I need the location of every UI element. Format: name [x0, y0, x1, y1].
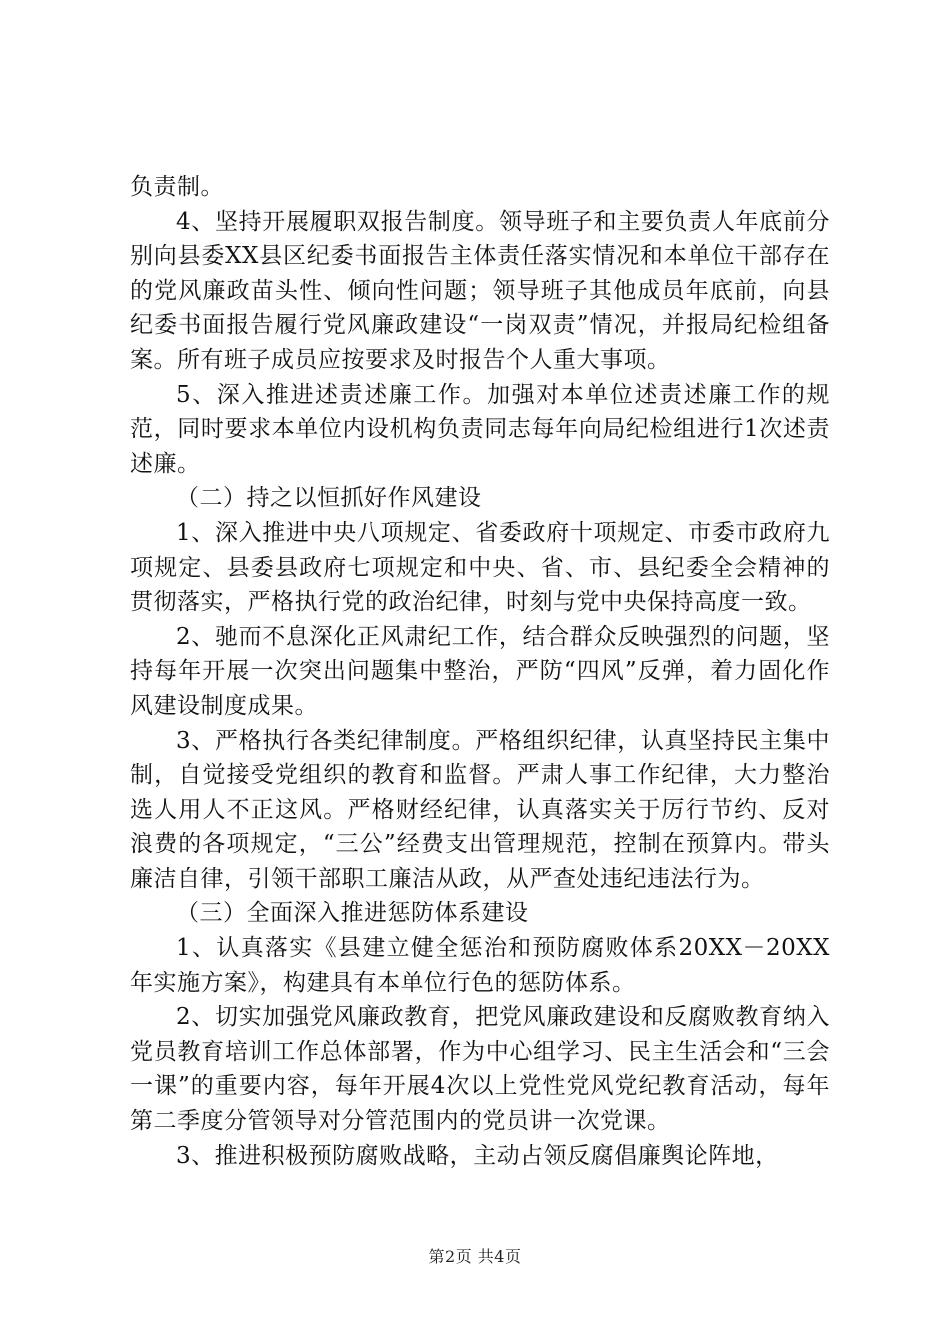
document-body: [130, 170, 830, 1173]
section-heading: （三）全面深入推进惩防体系建设: [176, 900, 529, 927]
paragraph: 4、坚持开展履职双报告制度。领导班子和主要负责人年底前分别向县委XX县区纪委书面报告主体责任落实情况和本单位干部存在的党风廉政苗头性、倾向性问题；领导班子其他成员年底前，向县纪委书面报告履行党风廉政建设“一岗双责”情况，并报局纪检组备案。所有班子成员应按要求及时报告个人重大事项。: [130, 208, 830, 373]
paragraph: 1、认真落实《县建立健全惩治和预防腐败体系20XX－20XX年实施方案》，构建具有本单位行色的惩防体系。: [130, 935, 830, 996]
paragraph: 2、切实加强党风廉政教育，把党风廉政建设和反腐败教育纳入党员教育培训工作总体部署，作为中心组学习、民主生活会和“三会一课”的重要内容，每年开展4次以上党性党风党纪教育活动，每年第二季度分管领导对分管范围内的党员讲一次党课。: [130, 1004, 830, 1135]
paragraph: 3、严格执行各类纪律制度。严格组织纪律，认真坚持民主集中制，自觉接受党组织的教育和监督。严肃人事工作纪律，大力整治选人用人不正这风。严格财经纪律，认真落实关于厉行节约、反对浪费的各项规定，“三公”经费支出管理规范，控制在预算内。带头廉洁自律，引领干部职工廉洁从政，从严查处违纪违法行为。: [130, 727, 830, 892]
section-heading: （二）持之以恒抓好作风建设: [176, 485, 482, 512]
paragraph: 3、推进积极预防腐败战略，主动占领反腐倡廉舆论阵地，: [176, 1142, 779, 1169]
paragraph: 2、驰而不息深化正风肃纪工作，结合群众反映强烈的问题，坚持每年开展一次突出问题集中整治，严防“四风”反弹，着力固化作风建设制度成果。: [130, 623, 830, 719]
paragraph: 1、深入推进中央八项规定、省委政府十项规定、市委市政府九项规定、县委县政府七项规定和中央、省、市、县纪委全会精神的贯彻落实，严格执行党的政治纪律，时刻与党中央保持高度一致。: [130, 519, 830, 616]
page-footer: 第2页 共4页: [428, 1247, 522, 1266]
paragraph: 负责制。: [130, 174, 224, 200]
paragraph: 5、深入推进述责述廉工作。加强对本单位述责述廉工作的规范，同时要求本单位内设机构负责同志每年向局纪检组进行1次述责述廉。: [130, 381, 830, 477]
